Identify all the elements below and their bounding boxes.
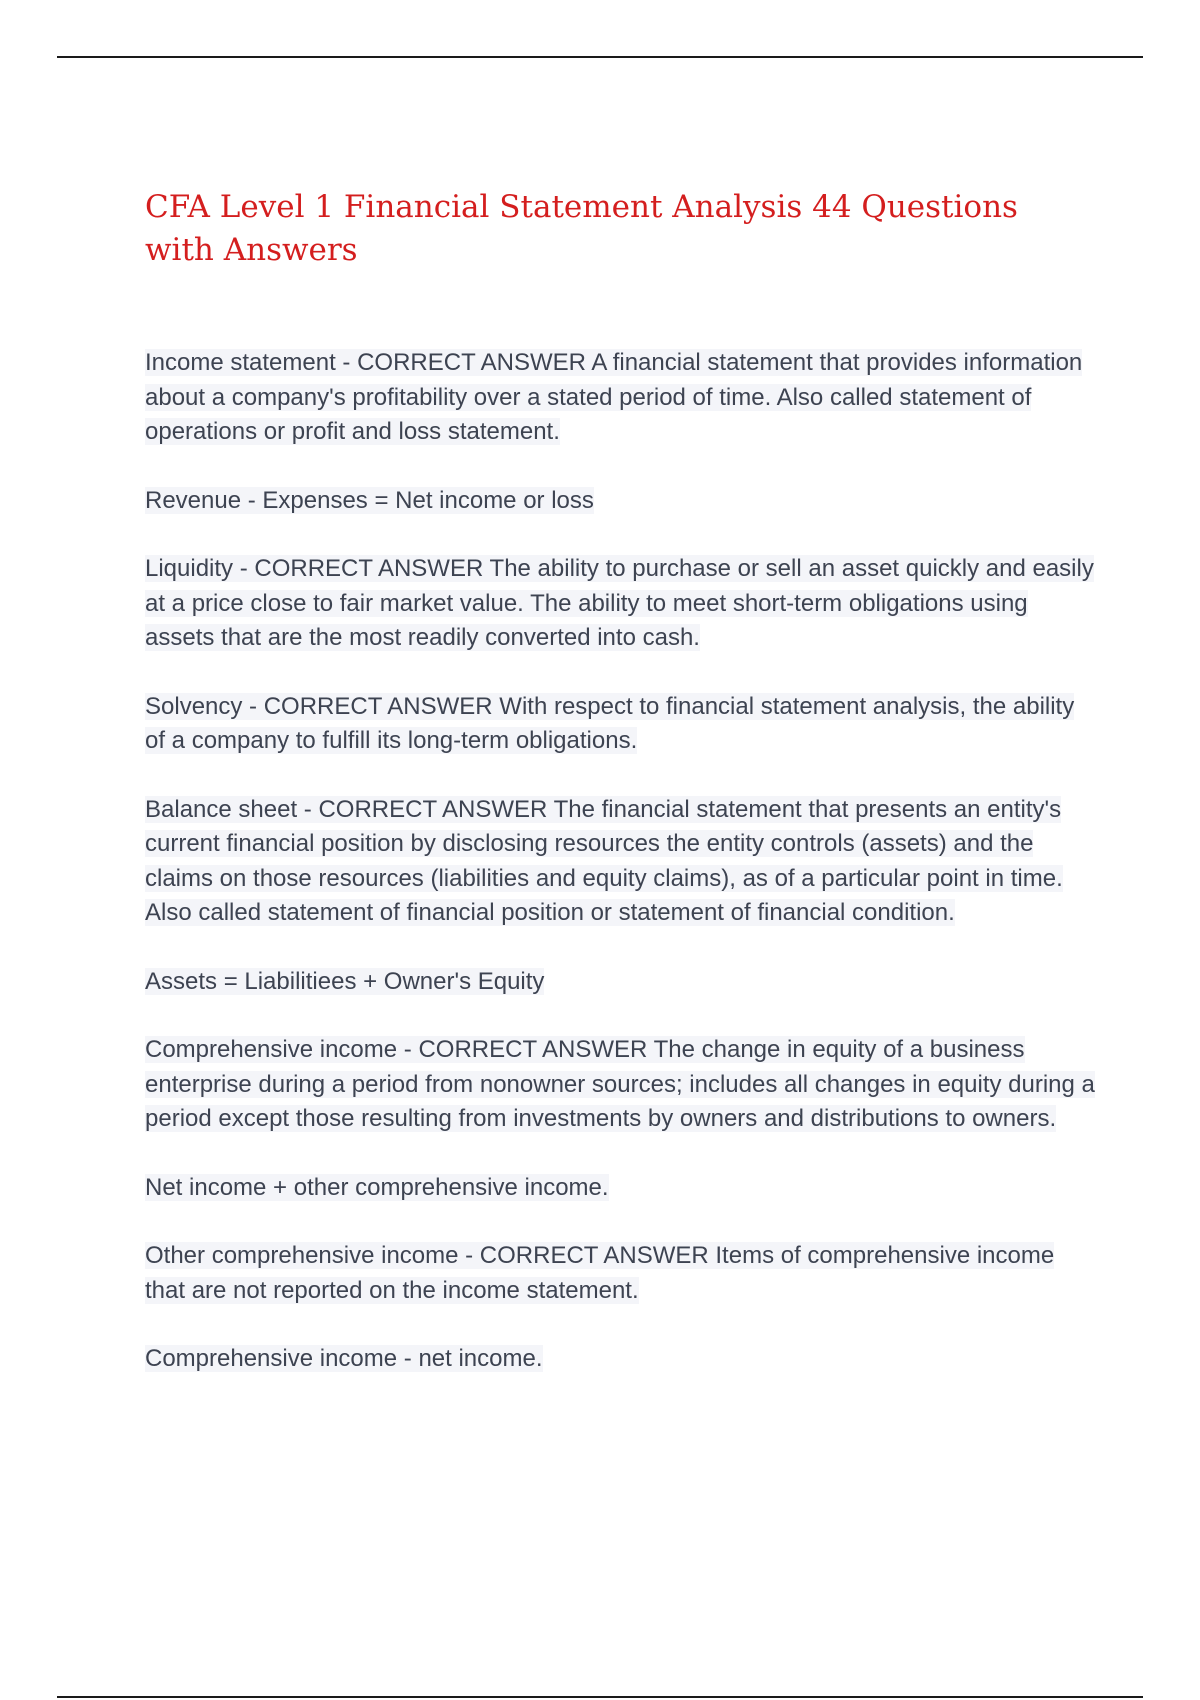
bottom-rule xyxy=(57,1696,1143,1698)
qa-other-comprehensive-income xyxy=(145,1239,1095,1308)
qa-solvency xyxy=(145,690,1095,759)
paragraph-text: Balance sheet - CORRECT ANSWER The financial statement that presents an entity's current financial position by disclosing resources the entity controls (assets) and the claims on those resources (liabilities and equity claims), as of a particular point in time. Also called statement of financial position or statement of financial condition. xyxy=(145,795,1063,926)
paragraph-text: Net income + other comprehensive income. xyxy=(145,1173,609,1201)
paragraph-text: Comprehensive income - CORRECT ANSWER The change in equity of a business enterprise during a period from nonowner sources; includes all changes in equity during a period except those resulting from investments by owners and distributions to owners. xyxy=(145,1036,1095,1132)
paragraph-text: Solvency - CORRECT ANSWER With respect to financial statement analysis, the ability of a company to fulfill its long-term obligations. xyxy=(145,692,1075,754)
document-title: CFA Level 1 Financial Statement Analysis 44 Questions with Answers xyxy=(145,189,1018,268)
qa-comprehensive-income xyxy=(145,1033,1095,1137)
top-rule xyxy=(57,56,1143,58)
paragraph-text: Other comprehensive income - CORRECT ANSWER Items of comprehensive income that are not reported on the income statement. xyxy=(145,1242,1055,1304)
paragraph-text: Liquidity - CORRECT ANSWER The ability to purchase or sell an asset quickly and easily at a price close to fair market value. The ability to meet short-term obligations using assets that are the most readily converted into cash. xyxy=(145,555,1094,651)
formula-accounting-equation xyxy=(145,965,1095,1000)
qa-income-statement xyxy=(145,346,1095,450)
paragraph-text: Comprehensive income - net income. xyxy=(145,1345,543,1372)
formula-comprehensive-income xyxy=(145,1171,1095,1206)
formula-net-income xyxy=(145,484,1095,519)
qa-liquidity xyxy=(145,552,1095,656)
formula-other-comprehensive-income xyxy=(145,1342,1095,1377)
paragraph-text: Revenue - Expenses = Net income or loss xyxy=(145,486,594,514)
qa-list xyxy=(145,346,1095,1377)
qa-balance-sheet xyxy=(145,793,1095,931)
paragraph-text: Income statement - CORRECT ANSWER A financial statement that provides information about a company's profitability over a stated period of time. Also called statement of operations or profit and loss statement. xyxy=(145,349,1083,445)
document-body xyxy=(145,186,1095,1411)
paragraph-text: Assets = Liabilitiees + Owner's Equity xyxy=(145,967,545,995)
